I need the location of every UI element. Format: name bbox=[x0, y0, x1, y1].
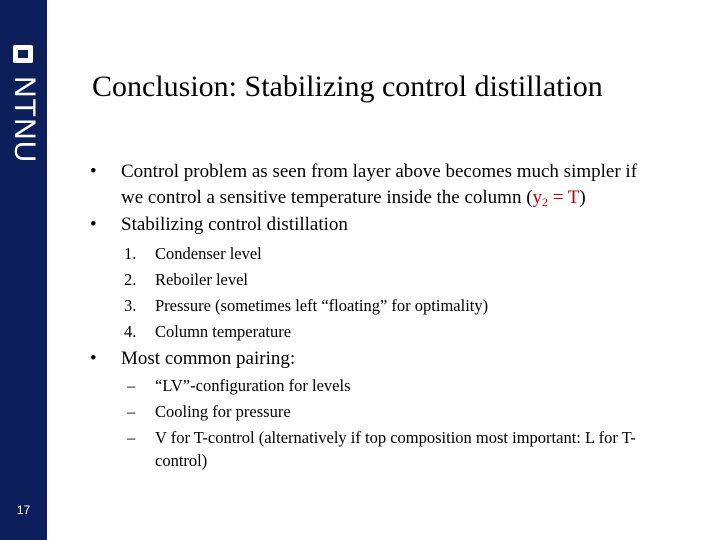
bullet-marker: • bbox=[90, 214, 97, 235]
item-text: Reboiler level bbox=[155, 270, 249, 289]
item-number: 3. bbox=[124, 296, 137, 315]
item-text: Column temperature bbox=[155, 322, 292, 341]
item-text: “LV”-configuration for levels bbox=[155, 376, 351, 395]
item-text: Cooling for pressure bbox=[155, 402, 291, 421]
item-number: 1. bbox=[124, 244, 137, 263]
bullet-marker: • bbox=[90, 348, 97, 369]
item-text: Pressure (sometimes left “floating” for optimality) bbox=[155, 296, 489, 315]
dash-marker: – bbox=[127, 402, 136, 421]
slide-title: Conclusion: Stabilizing control distillation bbox=[92, 70, 603, 103]
item-text: V for T-control (alternatively if top composition most important: L for T-control) bbox=[155, 428, 636, 470]
bullet-text: we control a sensitive temperature inside the column $(y_2 = T)$ bbox=[121, 187, 586, 209]
dash-marker: – bbox=[127, 376, 136, 395]
item-number: 2. bbox=[124, 270, 137, 289]
variable-expression: $y_2 = T$ bbox=[532, 187, 580, 209]
item-number: 4. bbox=[124, 322, 137, 341]
dash-marker: – bbox=[127, 428, 136, 447]
ntnu-logo bbox=[2, 40, 44, 170]
bullet-marker: • bbox=[90, 161, 97, 182]
sidebar bbox=[0, 0, 47, 540]
svg-text:NTNU: NTNU bbox=[8, 76, 42, 164]
bullet-text: Control problem as seen from layer above becomes much simpler if bbox=[121, 161, 638, 182]
bullet-text: Most common pairing: bbox=[121, 348, 296, 369]
item-text: Condenser level bbox=[155, 244, 262, 263]
bullet-text: Stabilizing control distillation bbox=[121, 214, 348, 235]
slide-number: 17 bbox=[16, 503, 31, 517]
